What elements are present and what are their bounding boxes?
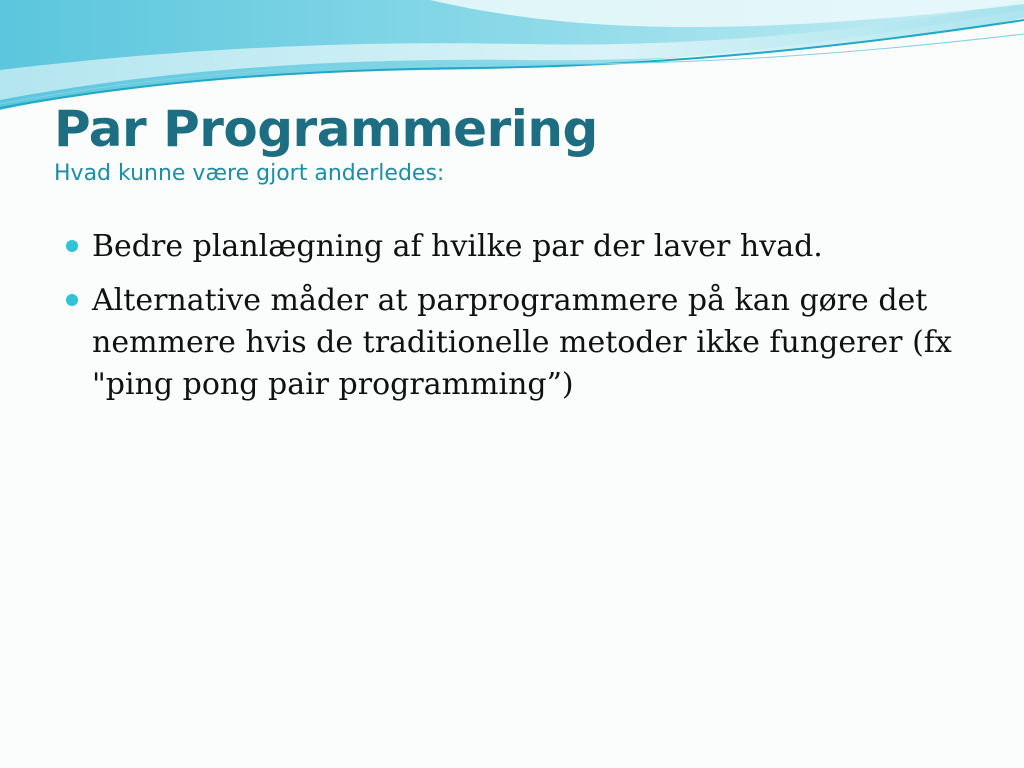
list-item: [62, 226, 982, 268]
slide-title: Par Programmering: [54, 100, 598, 158]
bullet-dot-icon: [66, 240, 78, 252]
bullet-dot-icon: [66, 294, 78, 306]
list-item: [62, 280, 982, 406]
bullet-text: Bedre planlægning af hvilke par der laver hvad.: [92, 229, 823, 264]
slide-subtitle: Hvad kunne være gjort anderledes:: [54, 161, 445, 186]
bullet-text: Alternative måder at parprogrammere på kan gøre det nemmere hvis de traditionelle metoder ikke fungerer (fx "ping pong pair programming”): [92, 283, 952, 402]
bullet-list: [62, 226, 982, 418]
title-block: [54, 98, 954, 188]
